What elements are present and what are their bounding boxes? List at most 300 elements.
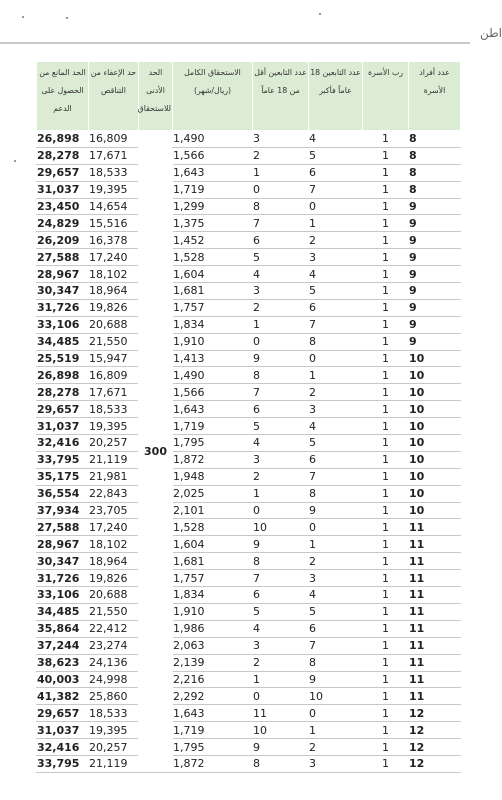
header-dependents-18plus: عدد التابعين 18 عاماً فأكبر xyxy=(309,62,363,131)
cell-family-size: 10 xyxy=(409,418,461,435)
cell-full-entitlement: 1,910 xyxy=(173,603,253,620)
cell-dependents-18plus: 0 xyxy=(309,198,363,215)
cell-family-size: 10 xyxy=(409,435,461,452)
cell-head: 1 xyxy=(363,705,409,722)
cell-dependents-under18: 1 xyxy=(253,164,309,181)
cell-head: 1 xyxy=(363,367,409,384)
cell-cap: 30,347 xyxy=(37,283,89,300)
cell-head: 1 xyxy=(363,418,409,435)
cell-dependents-under18: 8 xyxy=(253,367,309,384)
cell-family-size: 9 xyxy=(409,333,461,350)
cell-family-size: 11 xyxy=(409,654,461,671)
cell-cap: 36,554 xyxy=(37,485,89,502)
cell-dependents-under18: 10 xyxy=(253,519,309,536)
cell-head: 1 xyxy=(363,198,409,215)
cell-dependents-under18: 0 xyxy=(253,688,309,705)
header-family-size: عدد أفراد الأسرة xyxy=(409,62,461,131)
cell-family-size: 9 xyxy=(409,198,461,215)
cell-family-size: 12 xyxy=(409,755,461,772)
table-row xyxy=(37,755,461,772)
cell-exemption-limit: 16,809 xyxy=(89,367,139,384)
cell-dependents-18plus: 4 xyxy=(309,266,363,283)
cell-family-size: 11 xyxy=(409,553,461,570)
cell-dependents-under18: 6 xyxy=(253,232,309,249)
cell-dependents-18plus: 1 xyxy=(309,536,363,553)
cell-family-size: 8 xyxy=(409,147,461,164)
cell-family-size: 11 xyxy=(409,603,461,620)
cell-family-size: 9 xyxy=(409,249,461,266)
table-row xyxy=(37,519,461,536)
speck xyxy=(66,17,68,19)
cell-exemption-limit: 17,671 xyxy=(89,147,139,164)
cell-min-entitlement: 300 xyxy=(139,131,173,773)
cell-dependents-under18: 7 xyxy=(253,384,309,401)
cell-full-entitlement: 1,528 xyxy=(173,519,253,536)
cell-exemption-limit: 14,654 xyxy=(89,198,139,215)
cell-cap: 26,898 xyxy=(37,131,89,148)
cell-exemption-limit: 24,136 xyxy=(89,654,139,671)
cell-dependents-18plus: 3 xyxy=(309,755,363,772)
cell-dependents-under18: 5 xyxy=(253,418,309,435)
cell-exemption-limit: 21,119 xyxy=(89,451,139,468)
cell-full-entitlement: 1,643 xyxy=(173,401,253,418)
cell-full-entitlement: 1,834 xyxy=(173,316,253,333)
cell-dependents-under18: 3 xyxy=(253,637,309,654)
table-row xyxy=(37,705,461,722)
cell-dependents-under18: 3 xyxy=(253,451,309,468)
table-row xyxy=(37,283,461,300)
cell-family-size: 11 xyxy=(409,637,461,654)
cell-full-entitlement: 1,834 xyxy=(173,587,253,604)
table-row xyxy=(37,384,461,401)
cell-full-entitlement: 1,795 xyxy=(173,739,253,756)
table-row xyxy=(37,350,461,367)
cell-dependents-under18: 2 xyxy=(253,654,309,671)
cell-dependents-18plus: 0 xyxy=(309,350,363,367)
cell-exemption-limit: 20,688 xyxy=(89,316,139,333)
cell-cap: 34,485 xyxy=(37,333,89,350)
cell-full-entitlement: 1,604 xyxy=(173,266,253,283)
table-row xyxy=(37,401,461,418)
table-row xyxy=(37,688,461,705)
cell-dependents-under18: 1 xyxy=(253,316,309,333)
cell-cap: 33,795 xyxy=(37,755,89,772)
cell-dependents-18plus: 2 xyxy=(309,384,363,401)
cell-dependents-18plus: 5 xyxy=(309,283,363,300)
cell-head: 1 xyxy=(363,485,409,502)
cell-exemption-limit: 15,947 xyxy=(89,350,139,367)
cell-exemption-limit: 18,964 xyxy=(89,553,139,570)
cell-dependents-under18: 6 xyxy=(253,401,309,418)
cell-family-size: 10 xyxy=(409,350,461,367)
cell-head: 1 xyxy=(363,536,409,553)
cell-head: 1 xyxy=(363,468,409,485)
header-cap: الحد المانع من الحصول على الدعم xyxy=(37,62,89,131)
cell-cap: 37,934 xyxy=(37,502,89,519)
cell-full-entitlement: 1,566 xyxy=(173,147,253,164)
support-table xyxy=(36,61,461,773)
cell-full-entitlement: 1,490 xyxy=(173,367,253,384)
cell-dependents-18plus: 6 xyxy=(309,451,363,468)
cell-dependents-18plus: 6 xyxy=(309,620,363,637)
cell-cap: 27,588 xyxy=(37,249,89,266)
table-row xyxy=(37,333,461,350)
table-row xyxy=(37,164,461,181)
cell-family-size: 10 xyxy=(409,401,461,418)
cell-head: 1 xyxy=(363,519,409,536)
cell-head: 1 xyxy=(363,316,409,333)
cell-head: 1 xyxy=(363,350,409,367)
cell-head: 1 xyxy=(363,164,409,181)
table-row xyxy=(37,131,461,148)
cell-dependents-18plus: 3 xyxy=(309,401,363,418)
cell-head: 1 xyxy=(363,147,409,164)
cell-dependents-18plus: 2 xyxy=(309,553,363,570)
cell-exemption-limit: 18,102 xyxy=(89,266,139,283)
cell-exemption-limit: 20,257 xyxy=(89,435,139,452)
table-row xyxy=(37,654,461,671)
cell-exemption-limit: 18,533 xyxy=(89,401,139,418)
cell-exemption-limit: 19,395 xyxy=(89,181,139,198)
speck xyxy=(319,13,321,15)
cell-head: 1 xyxy=(363,620,409,637)
cell-exemption-limit: 20,257 xyxy=(89,739,139,756)
cell-full-entitlement: 1,719 xyxy=(173,418,253,435)
table-row xyxy=(37,739,461,756)
cell-dependents-18plus: 8 xyxy=(309,333,363,350)
header-exemption-limit: حد الإعفاء من التناقص xyxy=(89,62,139,131)
cell-full-entitlement: 1,299 xyxy=(173,198,253,215)
cell-head: 1 xyxy=(363,755,409,772)
cell-dependents-under18: 5 xyxy=(253,603,309,620)
cell-head: 1 xyxy=(363,401,409,418)
cell-family-size: 11 xyxy=(409,587,461,604)
cell-head: 1 xyxy=(363,232,409,249)
cell-family-size: 10 xyxy=(409,502,461,519)
cell-dependents-18plus: 8 xyxy=(309,654,363,671)
cell-cap: 35,864 xyxy=(37,620,89,637)
table-row xyxy=(37,671,461,688)
cell-cap: 31,037 xyxy=(37,722,89,739)
cell-family-size: 12 xyxy=(409,739,461,756)
table-body xyxy=(37,131,461,773)
cell-exemption-limit: 19,395 xyxy=(89,418,139,435)
cell-exemption-limit: 19,395 xyxy=(89,722,139,739)
table-row xyxy=(37,603,461,620)
header-head: رب الأسرة xyxy=(363,62,409,131)
cell-exemption-limit: 21,550 xyxy=(89,603,139,620)
cell-family-size: 9 xyxy=(409,215,461,232)
speck xyxy=(22,16,24,18)
cell-cap: 28,967 xyxy=(37,536,89,553)
cell-head: 1 xyxy=(363,283,409,300)
cell-head: 1 xyxy=(363,722,409,739)
cell-exemption-limit: 18,533 xyxy=(89,705,139,722)
cell-exemption-limit: 22,412 xyxy=(89,620,139,637)
cell-cap: 35,175 xyxy=(37,468,89,485)
cell-dependents-18plus: 4 xyxy=(309,418,363,435)
cell-head: 1 xyxy=(363,671,409,688)
cell-head: 1 xyxy=(363,587,409,604)
cell-head: 1 xyxy=(363,502,409,519)
cell-full-entitlement: 1,872 xyxy=(173,755,253,772)
cell-head: 1 xyxy=(363,435,409,452)
table-row xyxy=(37,232,461,249)
cell-dependents-18plus: 2 xyxy=(309,232,363,249)
table-row xyxy=(37,536,461,553)
cell-cap: 38,623 xyxy=(37,654,89,671)
cell-exemption-limit: 16,378 xyxy=(89,232,139,249)
cell-dependents-18plus: 5 xyxy=(309,603,363,620)
cell-full-entitlement: 1,757 xyxy=(173,299,253,316)
table-row xyxy=(37,620,461,637)
cell-family-size: 11 xyxy=(409,688,461,705)
cell-full-entitlement: 1,986 xyxy=(173,620,253,637)
cell-dependents-18plus: 1 xyxy=(309,215,363,232)
cell-dependents-18plus: 7 xyxy=(309,181,363,198)
header-full-entitlement: الاستحقاق الكامل (ريال/شهر) xyxy=(173,62,253,131)
cell-cap: 31,037 xyxy=(37,418,89,435)
cell-family-size: 10 xyxy=(409,468,461,485)
cell-dependents-18plus: 7 xyxy=(309,468,363,485)
cell-dependents-under18: 9 xyxy=(253,536,309,553)
cell-cap: 26,209 xyxy=(37,232,89,249)
table-row xyxy=(37,468,461,485)
cell-exemption-limit: 19,826 xyxy=(89,570,139,587)
cell-exemption-limit: 22,843 xyxy=(89,485,139,502)
cell-dependents-18plus: 1 xyxy=(309,367,363,384)
cell-family-size: 10 xyxy=(409,451,461,468)
cell-dependents-under18: 1 xyxy=(253,485,309,502)
cell-dependents-18plus: 1 xyxy=(309,722,363,739)
cell-full-entitlement: 1,910 xyxy=(173,333,253,350)
table-header-row xyxy=(37,62,461,131)
cell-exemption-limit: 25,860 xyxy=(89,688,139,705)
cell-full-entitlement: 1,413 xyxy=(173,350,253,367)
cell-exemption-limit: 21,119 xyxy=(89,755,139,772)
cell-full-entitlement: 1,872 xyxy=(173,451,253,468)
table-row xyxy=(37,215,461,232)
cell-family-size: 8 xyxy=(409,181,461,198)
cell-full-entitlement: 1,948 xyxy=(173,468,253,485)
cell-full-entitlement: 1,452 xyxy=(173,232,253,249)
cell-full-entitlement: 1,643 xyxy=(173,705,253,722)
cell-family-size: 10 xyxy=(409,485,461,502)
cell-dependents-18plus: 6 xyxy=(309,299,363,316)
table-row xyxy=(37,418,461,435)
cell-full-entitlement: 2,025 xyxy=(173,485,253,502)
cell-dependents-under18: 4 xyxy=(253,620,309,637)
cell-exemption-limit: 24,998 xyxy=(89,671,139,688)
cell-cap: 26,898 xyxy=(37,367,89,384)
cell-dependents-under18: 2 xyxy=(253,299,309,316)
cell-cap: 31,037 xyxy=(37,181,89,198)
cell-cap: 40,003 xyxy=(37,671,89,688)
cell-full-entitlement: 2,292 xyxy=(173,688,253,705)
table-row xyxy=(37,553,461,570)
cell-cap: 33,106 xyxy=(37,587,89,604)
cell-head: 1 xyxy=(363,333,409,350)
cell-dependents-under18: 0 xyxy=(253,502,309,519)
cell-exemption-limit: 19,826 xyxy=(89,299,139,316)
cell-exemption-limit: 18,102 xyxy=(89,536,139,553)
cell-full-entitlement: 2,101 xyxy=(173,502,253,519)
cell-full-entitlement: 1,681 xyxy=(173,553,253,570)
cell-exemption-limit: 23,705 xyxy=(89,502,139,519)
cell-full-entitlement: 1,528 xyxy=(173,249,253,266)
cell-family-size: 11 xyxy=(409,519,461,536)
cell-cap: 37,244 xyxy=(37,637,89,654)
cell-family-size: 11 xyxy=(409,671,461,688)
cell-dependents-under18: 1 xyxy=(253,671,309,688)
cell-head: 1 xyxy=(363,131,409,148)
cell-full-entitlement: 1,375 xyxy=(173,215,253,232)
cell-dependents-under18: 10 xyxy=(253,722,309,739)
cell-full-entitlement: 1,490 xyxy=(173,131,253,148)
cell-head: 1 xyxy=(363,384,409,401)
table-row xyxy=(37,249,461,266)
table-row xyxy=(37,435,461,452)
table-row xyxy=(37,316,461,333)
cell-head: 1 xyxy=(363,654,409,671)
cell-dependents-under18: 9 xyxy=(253,739,309,756)
cell-full-entitlement: 1,719 xyxy=(173,722,253,739)
cell-cap: 23,450 xyxy=(37,198,89,215)
cell-dependents-18plus: 4 xyxy=(309,587,363,604)
cell-cap: 27,588 xyxy=(37,519,89,536)
cell-dependents-18plus: 6 xyxy=(309,164,363,181)
cell-dependents-18plus: 9 xyxy=(309,502,363,519)
cell-cap: 28,278 xyxy=(37,147,89,164)
cell-dependents-under18: 0 xyxy=(253,181,309,198)
cell-family-size: 12 xyxy=(409,722,461,739)
cell-dependents-under18: 8 xyxy=(253,553,309,570)
cell-head: 1 xyxy=(363,637,409,654)
cell-full-entitlement: 1,566 xyxy=(173,384,253,401)
header-min-entitlement: الحد الأدنى للاستحقاق xyxy=(139,62,173,131)
cell-cap: 33,795 xyxy=(37,451,89,468)
cell-family-size: 11 xyxy=(409,536,461,553)
cell-cap: 24,829 xyxy=(37,215,89,232)
cell-dependents-18plus: 3 xyxy=(309,570,363,587)
table-row xyxy=(37,722,461,739)
cell-dependents-under18: 2 xyxy=(253,147,309,164)
cell-dependents-18plus: 10 xyxy=(309,688,363,705)
cell-exemption-limit: 21,981 xyxy=(89,468,139,485)
cell-dependents-under18: 9 xyxy=(253,350,309,367)
cell-exemption-limit: 15,516 xyxy=(89,215,139,232)
cell-dependents-under18: 4 xyxy=(253,266,309,283)
cell-dependents-18plus: 4 xyxy=(309,131,363,148)
cell-family-size: 9 xyxy=(409,299,461,316)
cell-dependents-18plus: 0 xyxy=(309,519,363,536)
cell-head: 1 xyxy=(363,249,409,266)
cell-head: 1 xyxy=(363,299,409,316)
top-divider xyxy=(0,42,470,44)
table-row xyxy=(37,147,461,164)
table-row xyxy=(37,502,461,519)
cell-family-size: 9 xyxy=(409,266,461,283)
cell-dependents-18plus: 7 xyxy=(309,637,363,654)
cell-family-size: 9 xyxy=(409,283,461,300)
cell-dependents-18plus: 5 xyxy=(309,147,363,164)
cell-cap: 29,657 xyxy=(37,164,89,181)
cell-full-entitlement: 2,139 xyxy=(173,654,253,671)
cell-dependents-18plus: 9 xyxy=(309,671,363,688)
cell-head: 1 xyxy=(363,603,409,620)
cell-family-size: 11 xyxy=(409,620,461,637)
cell-cap: 29,657 xyxy=(37,401,89,418)
cell-full-entitlement: 2,063 xyxy=(173,637,253,654)
cell-exemption-limit: 17,671 xyxy=(89,384,139,401)
table-row xyxy=(37,266,461,283)
cell-full-entitlement: 1,643 xyxy=(173,164,253,181)
cell-dependents-under18: 6 xyxy=(253,587,309,604)
cell-dependents-18plus: 0 xyxy=(309,705,363,722)
table-row xyxy=(37,299,461,316)
cell-cap: 33,106 xyxy=(37,316,89,333)
cell-dependents-under18: 8 xyxy=(253,755,309,772)
cell-dependents-under18: 8 xyxy=(253,198,309,215)
cell-cap: 30,347 xyxy=(37,553,89,570)
cell-cap: 31,726 xyxy=(37,299,89,316)
cell-exemption-limit: 18,964 xyxy=(89,283,139,300)
cell-dependents-under18: 7 xyxy=(253,570,309,587)
cell-dependents-18plus: 3 xyxy=(309,249,363,266)
cell-dependents-under18: 3 xyxy=(253,131,309,148)
cell-full-entitlement: 1,757 xyxy=(173,570,253,587)
cell-full-entitlement: 1,795 xyxy=(173,435,253,452)
speck xyxy=(14,160,16,162)
cell-head: 1 xyxy=(363,553,409,570)
cell-family-size: 10 xyxy=(409,384,461,401)
cell-dependents-under18: 3 xyxy=(253,283,309,300)
cell-head: 1 xyxy=(363,215,409,232)
cell-cap: 28,278 xyxy=(37,384,89,401)
cell-dependents-under18: 0 xyxy=(253,333,309,350)
table-row xyxy=(37,570,461,587)
cell-head: 1 xyxy=(363,570,409,587)
cell-family-size: 10 xyxy=(409,367,461,384)
cell-cap: 31,726 xyxy=(37,570,89,587)
cell-cap: 25,519 xyxy=(37,350,89,367)
cell-head: 1 xyxy=(363,739,409,756)
table-row xyxy=(37,198,461,215)
cell-dependents-18plus: 8 xyxy=(309,485,363,502)
table-row xyxy=(37,485,461,502)
cell-exemption-limit: 20,688 xyxy=(89,587,139,604)
cell-family-size: 9 xyxy=(409,232,461,249)
cell-family-size: 8 xyxy=(409,131,461,148)
table-row xyxy=(37,587,461,604)
cell-exemption-limit: 21,550 xyxy=(89,333,139,350)
cell-head: 1 xyxy=(363,266,409,283)
cell-full-entitlement: 2,216 xyxy=(173,671,253,688)
cell-full-entitlement: 1,604 xyxy=(173,536,253,553)
cell-cap: 34,485 xyxy=(37,603,89,620)
cell-family-size: 8 xyxy=(409,164,461,181)
table-row xyxy=(37,367,461,384)
cell-dependents-18plus: 5 xyxy=(309,435,363,452)
cell-cap: 41,382 xyxy=(37,688,89,705)
cell-full-entitlement: 1,681 xyxy=(173,283,253,300)
cell-dependents-under18: 4 xyxy=(253,435,309,452)
cell-dependents-18plus: 2 xyxy=(309,739,363,756)
cell-exemption-limit: 23,274 xyxy=(89,637,139,654)
cell-dependents-under18: 11 xyxy=(253,705,309,722)
cell-family-size: 12 xyxy=(409,705,461,722)
cell-dependents-under18: 7 xyxy=(253,215,309,232)
